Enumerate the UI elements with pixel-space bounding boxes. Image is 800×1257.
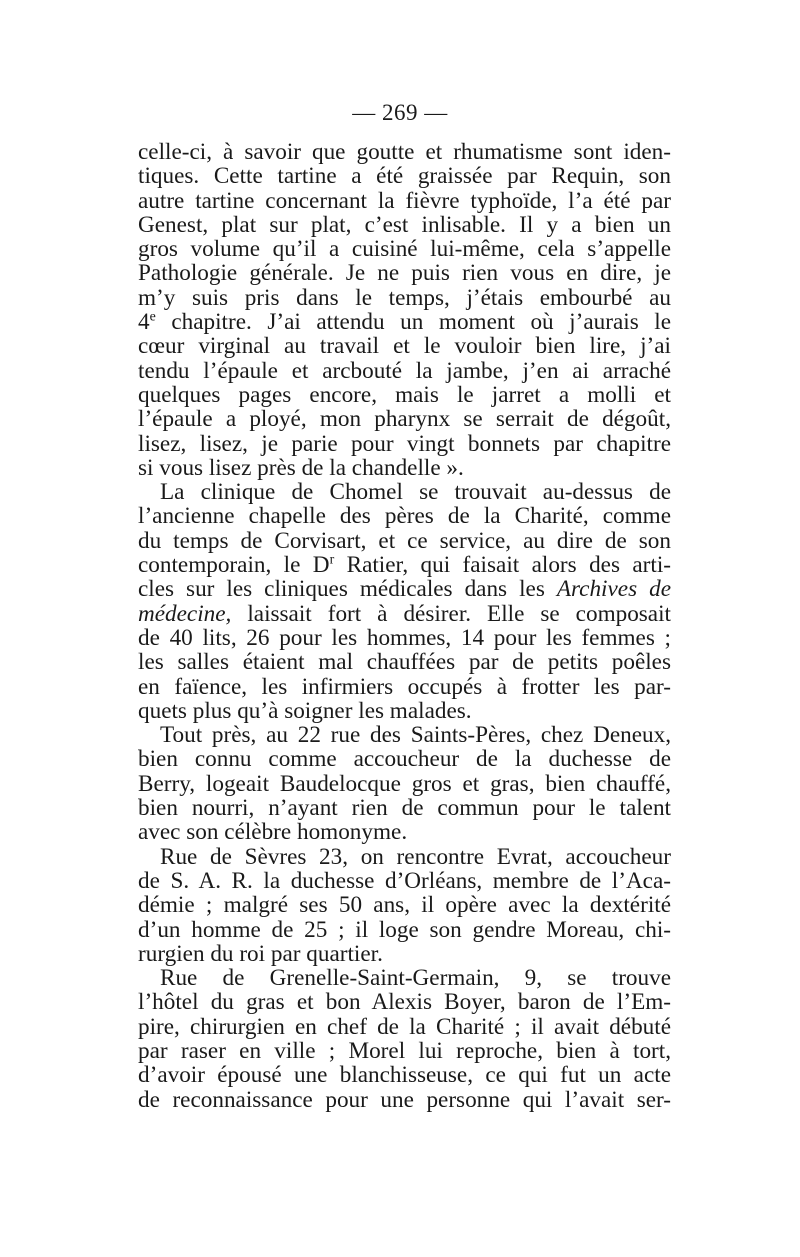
text-line <box>138 1015 671 1039</box>
italic-title: Archives de <box>556 576 671 603</box>
text-line <box>138 893 671 917</box>
text-segment: l’ancienne chapelle des pères de la Charité, comme <box>138 503 671 530</box>
text-line <box>138 286 671 310</box>
text-segment: de reconnaissance pour une personne qui l’avait ser- <box>138 1086 671 1113</box>
text-line <box>138 747 671 771</box>
text-segment: cœur virginal au travail et le vouloir bien lire, j’ai <box>138 333 671 360</box>
text-segment: du temps de Corvisart, et ce service, au dire de son <box>138 527 671 554</box>
text-segment: Genest, plat sur plat, c’est inlisable. Il y a bien un <box>138 211 671 238</box>
text-line <box>138 990 671 1014</box>
text-line <box>138 626 671 650</box>
text-segment: cles sur les cliniques médicales dans les <box>138 576 557 603</box>
text-segment: l’épaule a ployé, mon pharynx se serrait de dégoût, <box>138 406 671 433</box>
text-segment: par raser en ville ; Morel lui reproche, bien à tort, <box>138 1037 671 1064</box>
text-segment: Tout près, au 22 rue des Saints-Pères, chez Deneux, <box>160 722 671 749</box>
text-line <box>138 359 671 383</box>
text-line <box>138 164 671 188</box>
text-line <box>138 261 671 285</box>
text-line <box>138 918 671 942</box>
text-segment: tendu l’épaule et arcbouté la jambe, j’en ai arraché <box>138 357 671 384</box>
text-line <box>138 650 671 674</box>
text-segment: rurgien du roi par quartier. <box>138 940 383 967</box>
text-line <box>138 602 671 626</box>
text-line <box>138 213 671 237</box>
superscript: r <box>329 552 335 568</box>
text-segment: d’un homme de 25 ; il loge son gendre Moreau, chi- <box>138 916 671 943</box>
text-line <box>138 699 671 723</box>
text-segment: en faïence, les infirmiers occupés à frotter les par- <box>138 673 671 700</box>
text-line <box>138 529 671 553</box>
text-segment: bien connu comme accoucheur de la duchesse de <box>138 746 671 773</box>
text-line <box>138 869 671 893</box>
text-segment: celle-ci, à savoir que goutte et rhumatisme sont iden- <box>138 139 671 165</box>
text-segment: Berry, logeait Baudelocque gros et gras, bien chauffé, <box>138 770 671 797</box>
text-segment: Rue de Sèvres 23, on rencontre Evrat, accoucheur <box>160 843 671 870</box>
text-segment: autre tartine concernant la fièvre typhoïde, l’a été par <box>138 187 671 214</box>
text-line <box>138 577 671 601</box>
page-number: — 269 — <box>352 100 448 125</box>
text-line <box>138 407 671 431</box>
text-line <box>138 796 671 820</box>
text-line <box>138 772 671 796</box>
text-line <box>138 189 671 213</box>
text-line <box>138 383 671 407</box>
text-segment: avec son célèbre homonyme. <box>138 819 408 846</box>
text-line <box>138 675 671 699</box>
text-segment: tiques. Cette tartine a été graissée par Requin, son <box>138 163 671 190</box>
text-segment: bien nourri, n’ayant rien de commun pour le talent <box>138 795 671 822</box>
italic-title: médecine, <box>138 600 232 627</box>
text-line <box>138 723 671 747</box>
text-segment: 4 <box>138 309 150 336</box>
text-segment: d’avoir épousé une blanchisseuse, ce qui fut un acte <box>138 1062 671 1089</box>
text-line <box>138 553 671 577</box>
text-line <box>138 310 671 334</box>
text-line <box>138 334 671 358</box>
text-line <box>138 966 671 990</box>
text-segment: lisez, lisez, je parie pour vingt bonnets par chapitre <box>138 430 671 457</box>
superscript: e <box>149 309 156 325</box>
text-line <box>138 480 671 504</box>
text-segment: contemporain, le D <box>138 552 330 579</box>
text-segment: Rue de Grenelle-Saint-Germain, 9, se trouve <box>160 965 671 992</box>
text-segment: quets plus qu’à soigner les malades. <box>138 697 472 724</box>
text-line <box>138 845 671 869</box>
text-line <box>138 432 671 456</box>
text-segment: chapitre. J’ai attendu un moment où j’aurais le <box>155 309 671 336</box>
text-segment: si vous lisez près de la chandelle ». <box>138 454 464 481</box>
text-segment: démie ; malgré ses 50 ans, il opère avec la dextérité <box>138 892 671 919</box>
text-segment: l’hôtel du gras et bon Alexis Boyer, baron de l’Em- <box>138 989 671 1016</box>
text-line <box>138 1063 671 1087</box>
text-segment: m’y suis pris dans le temps, j’étais embourbé au <box>138 284 671 311</box>
body-text <box>138 140 671 1112</box>
text-line <box>138 1039 671 1063</box>
text-segment: La clinique de Chomel se trouvait au-dessus de <box>160 479 671 506</box>
text-line <box>138 456 671 480</box>
text-line <box>138 237 671 261</box>
text-segment: quelques pages encore, mais le jarret a molli et <box>138 381 671 408</box>
text-segment: laissait fort à désirer. Elle se composait <box>231 600 671 627</box>
text-line <box>138 504 671 528</box>
text-segment: pire, chirurgien en chef de la Charité ; il avait débuté <box>138 1013 671 1040</box>
text-segment: gros volume qu’il a cuisiné lui-même, cela s’appelle <box>138 236 671 263</box>
text-segment: les salles étaient mal chauffées par de petits poêles <box>138 649 671 676</box>
text-line <box>138 942 671 966</box>
text-segment: de 40 lits, 26 pour les hommes, 14 pour les femmes ; <box>138 624 671 651</box>
text-segment: Pathologie générale. Je ne puis rien vous en dire, je <box>138 260 671 287</box>
text-segment: de S. A. R. la duchesse d’Orléans, membre de l’Aca- <box>138 867 671 894</box>
text-line <box>138 1088 671 1112</box>
text-line <box>138 820 671 844</box>
text-line <box>138 140 671 164</box>
text-segment: Ratier, qui faisait alors des arti- <box>334 552 671 579</box>
